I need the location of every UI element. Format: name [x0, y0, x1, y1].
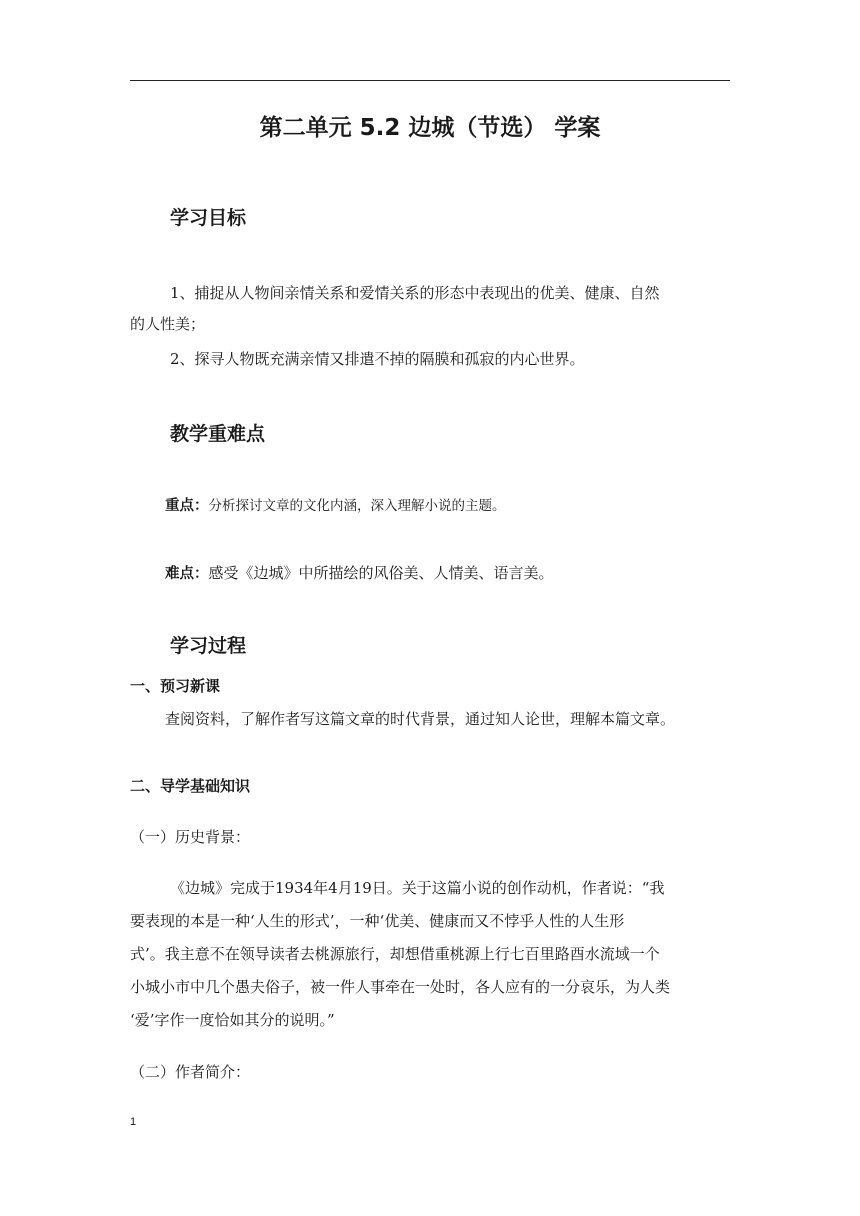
sub2-heading: （二）作者简介：: [130, 1063, 251, 1081]
background-line-4: 小城小市中几个愚夫俗子，被一件人事牵在一处时，各人应有的一分哀乐，为人类: [130, 978, 671, 996]
focus-text: 分析探讨文章的文化内涵，深入理解小说的主题。: [208, 498, 506, 514]
difficulty-text: 感受《边城》中所描绘的风俗美、人情美、语言美。: [208, 564, 554, 582]
part1-heading: 一、预习新课: [130, 677, 221, 695]
background-line-1: 《边城》完成于1934年4月19日。关于这篇小说的创作动机，作者说：“我: [170, 879, 665, 897]
background-line-2: 要表现的本是一种‘人生的形式’，一种‘优美、健康而又不悖乎人性的人生形: [130, 912, 625, 930]
difficulty-label: 难点：: [165, 566, 209, 582]
header-rule: [130, 80, 730, 81]
part2-heading: 二、导学基础知识: [130, 777, 251, 795]
difficulty-paragraph: [165, 562, 554, 585]
part1-text: 查阅资料，了解作者写这篇文章的时代背景，通过知人论世，理解本篇文章。: [165, 710, 676, 728]
sub1-heading: （一）历史背景：: [130, 828, 251, 846]
focus-paragraph: [165, 495, 506, 517]
process-heading: 学习过程: [170, 635, 247, 657]
focus-label: 重点：: [165, 498, 209, 514]
objectives-heading: 学习目标: [170, 207, 247, 229]
background-line-5: ‘爱’字作一度恰如其分的说明。”: [130, 1011, 335, 1029]
key-points-heading: 教学重难点: [170, 423, 266, 445]
objective-1-line-2: 的人性美；: [130, 315, 206, 333]
page-title: 第二单元 5.2 边城（节选） 学案: [259, 115, 601, 141]
page-number: 1: [130, 1116, 137, 1128]
objective-2: 2、探寻人物既充满亲情又排遣不掉的隔膜和孤寂的内心世界。: [170, 350, 585, 368]
objective-1-line-1: 1、捕捉从人物间亲情关系和爱情关系的形态中表现出的优美、健康、自然: [170, 284, 660, 302]
background-line-3: 式’。我主意不在领导读者去桃源旅行，却想借重桃源上行七百里路酉水流域一个: [130, 945, 660, 963]
